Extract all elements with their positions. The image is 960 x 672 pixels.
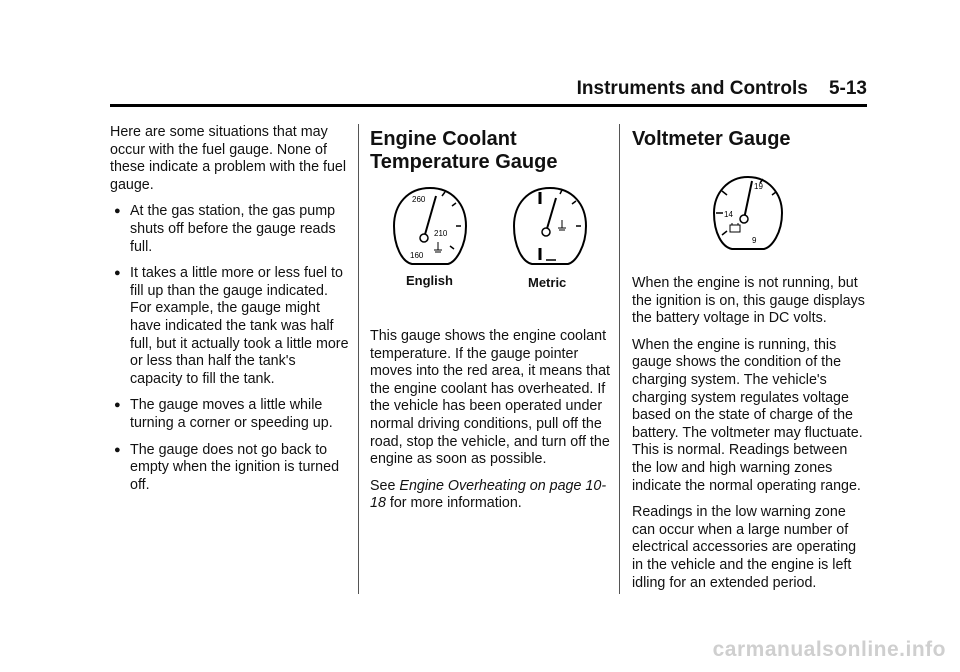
bullet-icon: ● [114, 399, 121, 412]
tick-label-9: 9 [752, 236, 757, 245]
tick-label-14: 14 [724, 210, 733, 219]
column-divider-1 [358, 124, 359, 594]
cross-reference-link[interactable]: Engine Overheating on page 10-18 [370, 477, 607, 512]
tick-label-160: 160 [410, 251, 424, 260]
spacer [370, 292, 612, 328]
list-item [110, 265, 350, 388]
see-prefix: See [370, 477, 400, 494]
column-fuel-gauge [110, 124, 350, 503]
tick-label-210: 210 [434, 229, 448, 238]
list-item-text: The gauge does not go back to empty when the ignition is turned off. [130, 441, 340, 493]
page-number: 5-13 [828, 78, 867, 99]
list-item [110, 397, 350, 432]
watermark: carmanualsonline.info [712, 638, 946, 661]
intro-paragraph: Here are some situations that may occur with the fuel gauge. None of these indicate a problem with the fuel gauge. [110, 124, 347, 193]
header-section: Instruments and Controls [576, 78, 808, 99]
voltmeter-paragraph: Readings in the low warning zone can occur when a large number of electrical accessories are operating in the vehicle and the engine is left idling for an extended period. [632, 504, 857, 591]
tick-label-260: 260 [412, 195, 426, 204]
list-item [110, 442, 350, 495]
voltmeter-paragraph: When the engine is running, this gauge shows the condition of the charging system. The vehicle's charging system regulates voltage based on the state of charge of the battery. The voltmeter may fluctuate. This is normal. Readings between the low and high warning zones indicate the normal operating range. [632, 336, 863, 494]
section-heading-voltmeter: Voltmeter Gauge [632, 128, 791, 150]
page-header [110, 78, 867, 104]
list-item-text: It takes a little more or less fuel to fill up than the gauge indicated. For example, the gauge might have indicated the tank was half full, but it actually took a little more or less than half the tank's capacity to fill the tank. [130, 265, 349, 387]
header-title [577, 78, 867, 100]
gauge-caption-metric: Metric [528, 275, 567, 290]
situation-list [110, 203, 350, 494]
bullet-icon: ● [114, 443, 121, 456]
tick-label-19: 19 [754, 182, 763, 191]
header-rule [110, 104, 867, 107]
column-divider-2 [619, 124, 620, 594]
heading-line-2: Temperature Gauge [370, 151, 558, 173]
see-reference [370, 478, 612, 513]
coolant-body-paragraph: This gauge shows the engine coolant temperature. If the gauge pointer moves into the red area, it means that the engine coolant has overheated. If the vehicle has been operated under normal driving conditions, pull off the road, stop the vehicle, and turn off the engine as soon as possible. [370, 328, 610, 468]
list-item-text: At the gas station, the gas pump shuts off before the gauge reads full. [130, 203, 336, 255]
bullet-icon: ● [114, 267, 121, 280]
column-coolant-gauge [370, 124, 612, 522]
list-item-text: The gauge moves a little while turning a corner or speeding up. [130, 397, 333, 431]
voltmeter-gauge-icon [710, 173, 786, 255]
see-suffix: for more information. [385, 495, 522, 512]
metric-coolant-gauge-icon [510, 184, 590, 270]
spacer [632, 261, 870, 275]
voltmeter-paragraph: When the engine is not running, but the ignition is on, this gauge displays the battery voltage in DC volts. [632, 275, 865, 327]
section-heading-coolant [370, 128, 612, 174]
gauge-caption-english: English [406, 273, 453, 288]
column-voltmeter-gauge [632, 124, 870, 601]
voltmeter-illustration [632, 151, 870, 261]
list-item [110, 203, 350, 256]
english-coolant-gauge-icon [390, 184, 470, 270]
coolant-gauge-illustrations [370, 174, 612, 292]
heading-line-1: Engine Coolant [370, 128, 517, 150]
bullet-icon: ● [114, 205, 121, 218]
